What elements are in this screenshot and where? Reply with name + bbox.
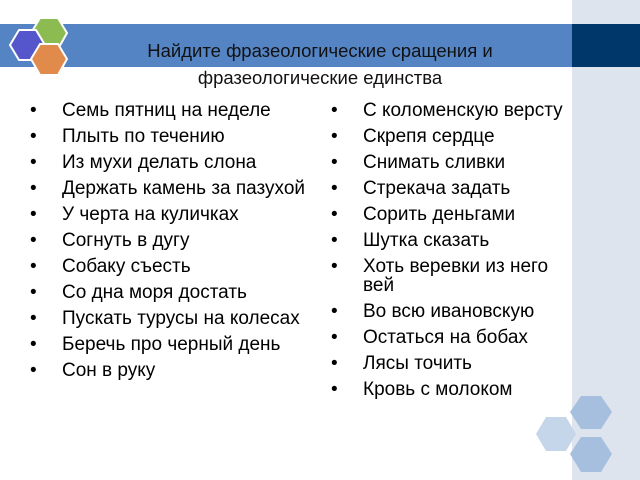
list-item: • У черта на куличках bbox=[30, 205, 320, 224]
list-item: • Сорить деньгами bbox=[331, 205, 571, 224]
slide-title: Найдите фразеологические сращения и фразеологические единства bbox=[147, 40, 493, 88]
list-item: • Пускать турусы на колесах bbox=[30, 309, 320, 328]
list-item: • Из мухи делать слона bbox=[30, 153, 320, 172]
list-item: • Согнуть в дугу bbox=[30, 231, 320, 250]
list-item: • Скрепя сердце bbox=[331, 127, 571, 146]
list-item: • Стрекача задать bbox=[331, 179, 571, 198]
list-item: • Плыть по течению bbox=[30, 127, 320, 146]
list-item: • Лясы точить bbox=[331, 354, 571, 373]
title-band-dark bbox=[572, 24, 640, 67]
list-item: • Со дна моря достать bbox=[30, 283, 320, 302]
list-item: • Сон в руку bbox=[30, 361, 320, 380]
list-item: • Снимать сливки bbox=[331, 153, 571, 172]
right-list bbox=[331, 101, 571, 406]
list-item: • Шутка сказать bbox=[331, 231, 571, 250]
list-item: • Во всю ивановскую bbox=[331, 302, 571, 321]
list-item: • Собаку съесть bbox=[30, 257, 320, 276]
list-item: • Семь пятниц на неделе bbox=[30, 101, 320, 120]
list-item: • Кровь с молоком bbox=[331, 380, 571, 399]
list-item: • Остаться на бобах bbox=[331, 328, 571, 347]
hexagon-decoration-icon bbox=[536, 392, 640, 480]
list-item: • Держать камень за пазухой bbox=[30, 179, 320, 198]
list-item: • Хоть веревки из него вей bbox=[331, 257, 571, 295]
left-list bbox=[30, 101, 320, 387]
list-item: • Беречь про черный день bbox=[30, 335, 320, 354]
list-item: • С коломенскую версту bbox=[331, 101, 571, 120]
hexagon-logo-icon bbox=[8, 14, 78, 80]
